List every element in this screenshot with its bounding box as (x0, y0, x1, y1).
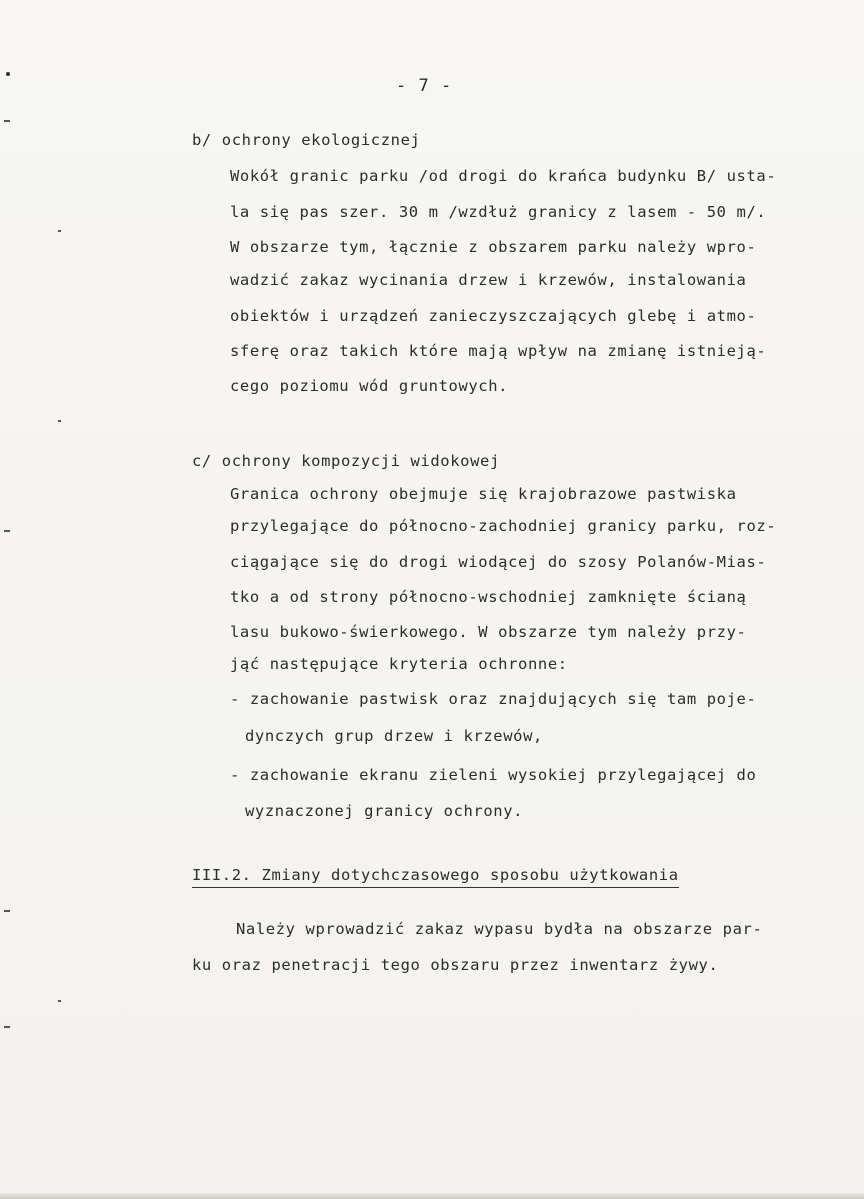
margin-mark (4, 530, 10, 532)
section-b-line: cego poziomu wód gruntowych. (230, 377, 509, 395)
margin-mark (4, 1026, 10, 1028)
bullet-item-line: - zachowanie pastwisk oraz znajdujących się tam poje- (230, 690, 757, 708)
section-b-line: obiektów i urządzeń zanieczyszczających glebę i atmo- (230, 307, 757, 325)
section-c-line: ciągające się do drogi wiodącej do szosy Polanów-Mias- (230, 553, 767, 571)
section-b-line: W obszarze tym, łącznie z obszarem parku należy wpro- (230, 238, 757, 256)
section-b-line: wadzić zakaz wycinania drzew i krzewów, instalowania (230, 271, 747, 289)
bullet-item-line: - zachowanie ekranu zieleni wysokiej przylegającej do (230, 766, 757, 784)
margin-dot (6, 72, 10, 76)
section-c-line: przylegające do północno-zachodniej granicy parku, roz- (230, 517, 777, 535)
bullet-item-line: dynczych grup drzew i krzewów, (245, 727, 543, 745)
section-b-line: la się pas szer. 30 m /wzdłuż granicy z lasem - 50 m/. (230, 203, 767, 221)
section-b-heading: b/ ochrony ekologicznej (192, 131, 421, 149)
section-c-heading: c/ ochrony kompozycji widokowej (192, 452, 500, 470)
section-b-line: Wokół granic parku /od drogi do krańca budynku B/ usta- (230, 167, 777, 185)
margin-mark (58, 230, 61, 232)
section-c-line: tko a od strony północno-wschodniej zamknięte ścianą (230, 588, 747, 606)
page-number: - 7 - (396, 76, 453, 96)
section-c-line: Granica ochrony obejmuje się krajobrazowe pastwiska (230, 485, 737, 503)
section-b-line: sferę oraz takich które mają wpływ na zmianę istnieją- (230, 342, 767, 360)
margin-mark (58, 420, 61, 422)
section-iii2-line: Należy wprowadzić zakaz wypasu bydła na obszarze par- (236, 920, 763, 938)
section-c-line: jąć następujące kryteria ochronne: (230, 655, 568, 673)
page-bottom-edge (0, 1193, 864, 1199)
margin-mark (4, 910, 10, 912)
margin-mark (4, 120, 10, 122)
margin-mark (58, 1000, 61, 1002)
section-iii2-heading: III.2. Zmiany dotychczasowego sposobu użytkowania (192, 866, 679, 888)
section-iii2-line: ku oraz penetracji tego obszaru przez inwentarz żywy. (192, 956, 719, 974)
section-c-line: lasu bukowo-świerkowego. W obszarze tym należy przy- (230, 623, 747, 641)
bullet-item-line: wyznaczonej granicy ochrony. (245, 802, 524, 820)
